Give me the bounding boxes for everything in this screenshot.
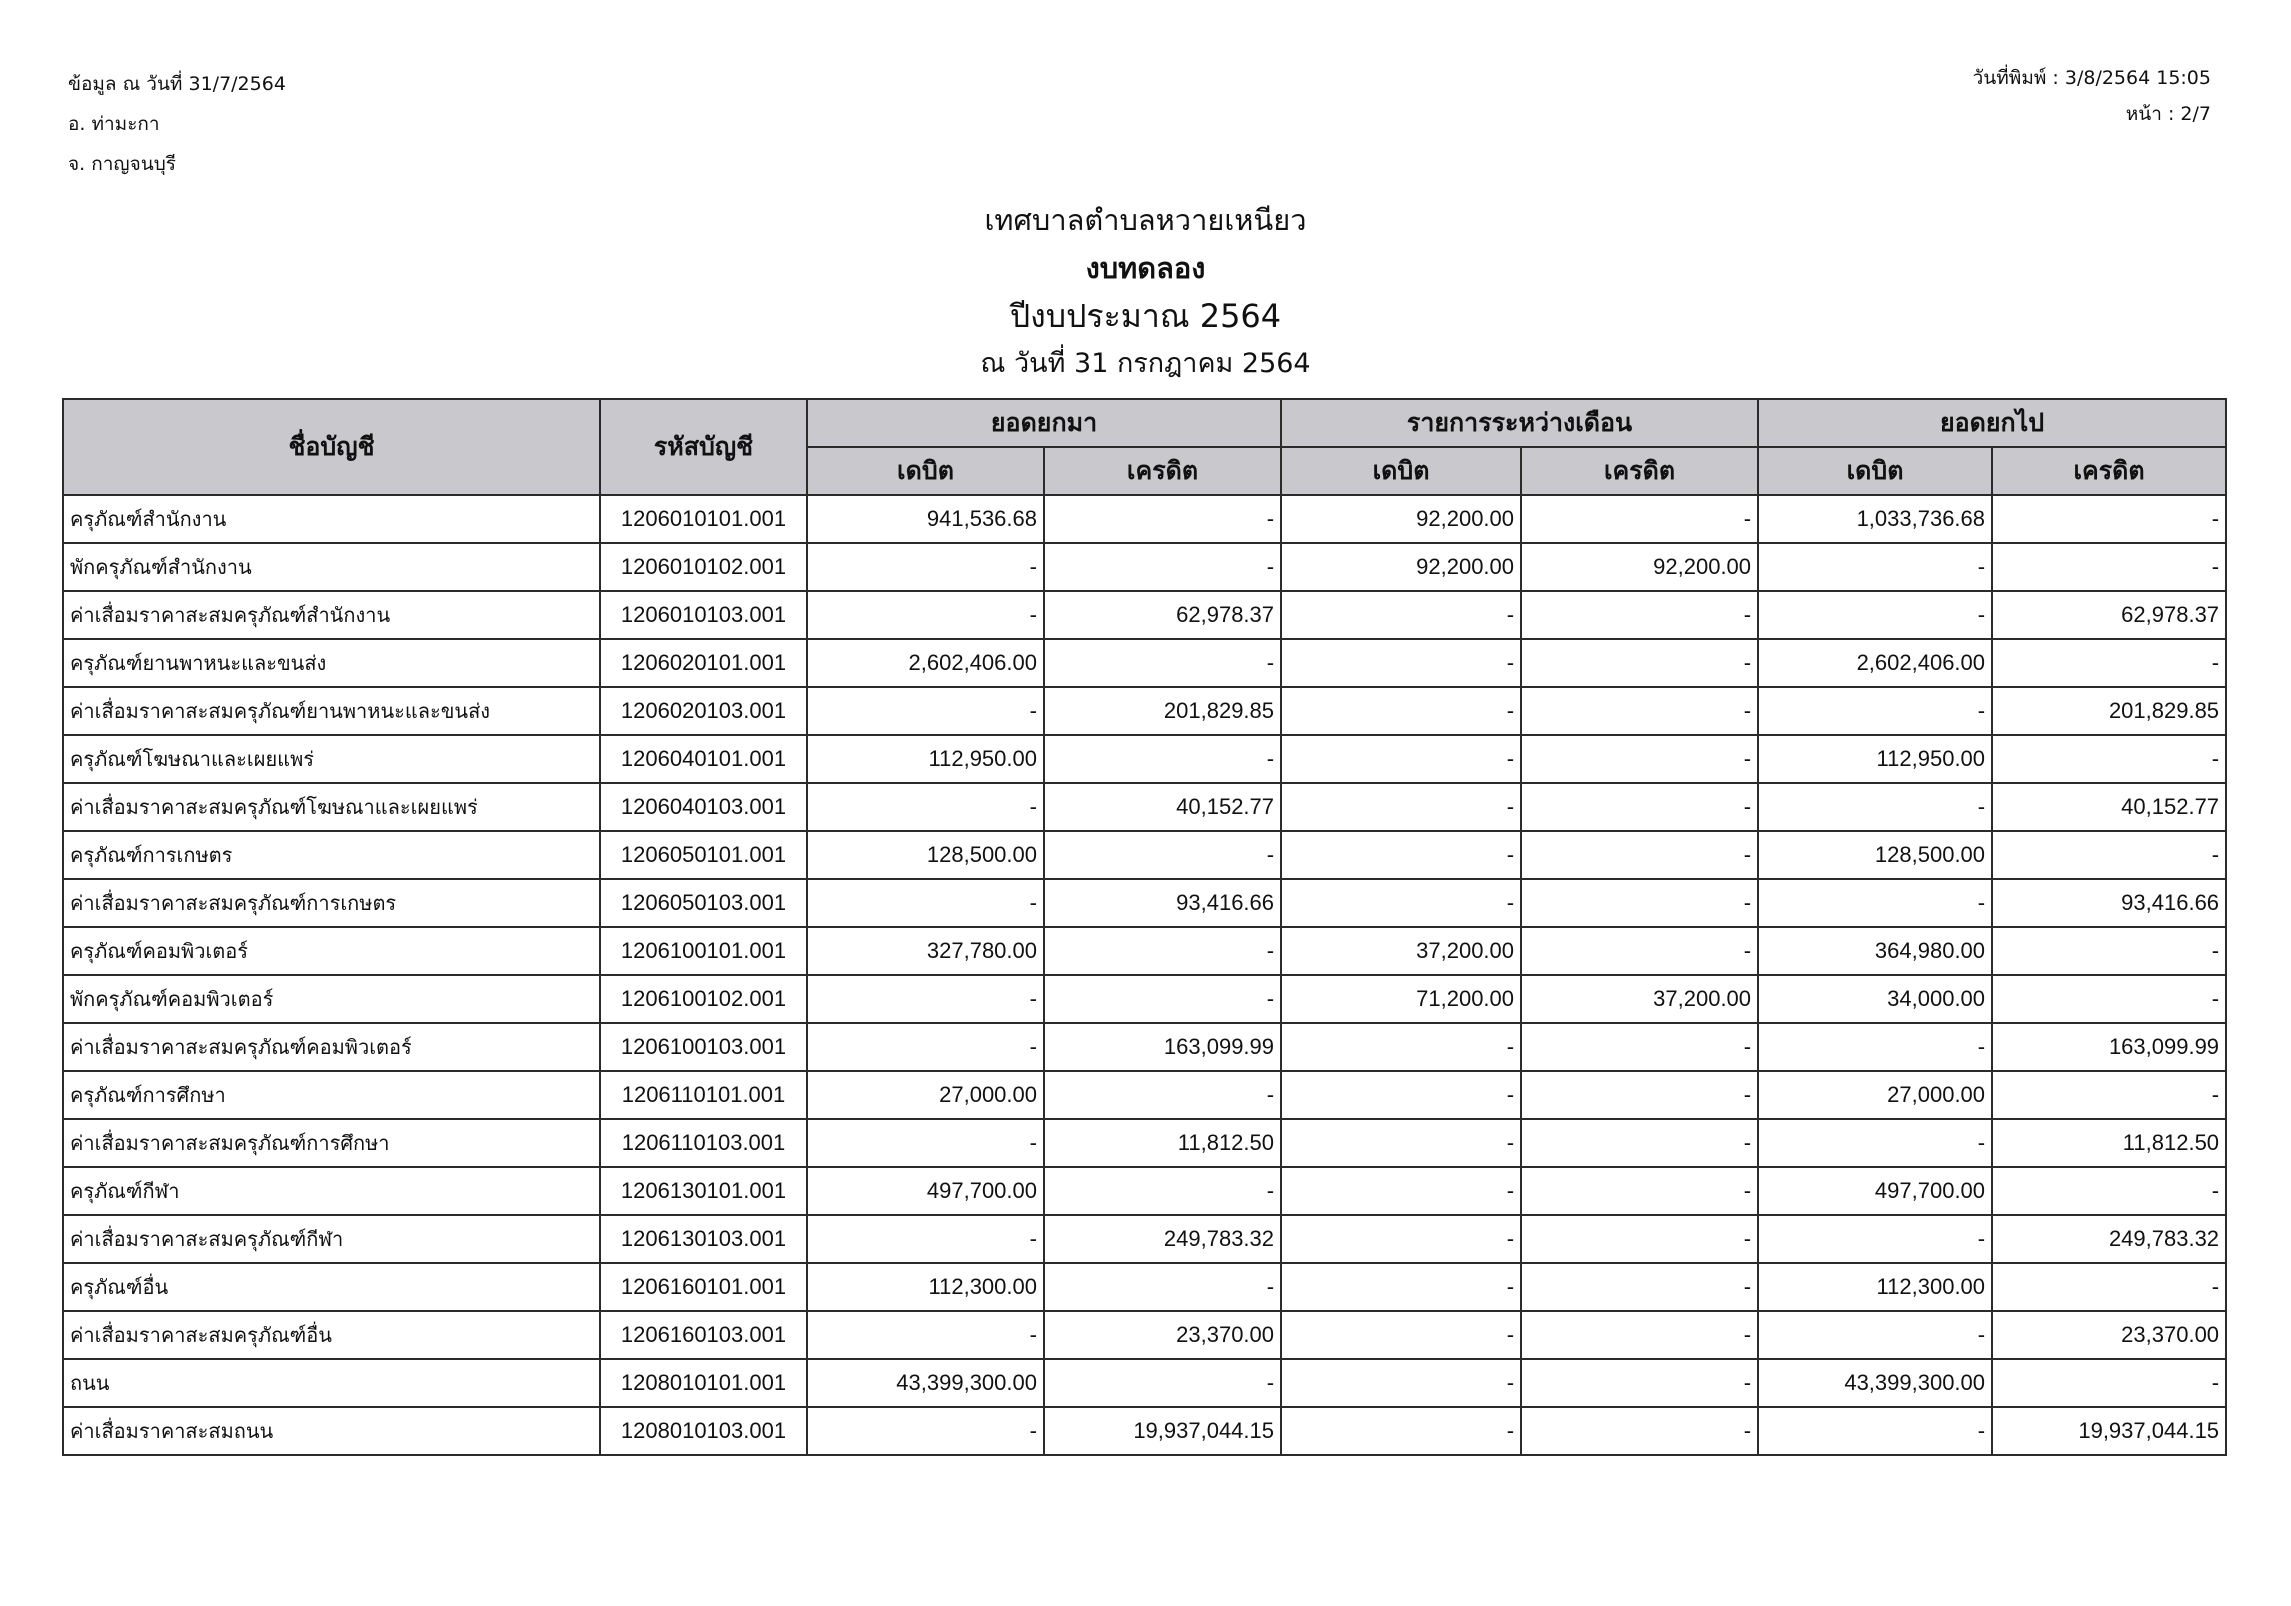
cf-debit-cell: - xyxy=(1758,1119,1992,1167)
bf-credit-cell: 62,978.37 xyxy=(1044,591,1281,639)
data-as-of-date: ข้อมูล ณ วันที่ 31/7/2564 xyxy=(68,73,286,95)
bf-credit-cell: - xyxy=(1044,495,1281,543)
month-credit-cell: - xyxy=(1521,1023,1758,1071)
account-code-cell: 1206100102.001 xyxy=(600,975,807,1023)
account-code-cell: 1206100101.001 xyxy=(600,927,807,975)
cf-debit-cell: 43,399,300.00 xyxy=(1758,1359,1992,1407)
month-credit-cell: - xyxy=(1521,831,1758,879)
header-carried-forward: ยอดยกไป xyxy=(1758,399,2226,447)
month-debit-cell: - xyxy=(1281,1263,1521,1311)
month-debit-cell: - xyxy=(1281,1359,1521,1407)
bf-credit-cell: - xyxy=(1044,1167,1281,1215)
district-label: อ. ท่ามะกา xyxy=(68,113,160,135)
fiscal-year-title: ปีงบประมาณ 2564 xyxy=(1009,297,1282,335)
cf-debit-cell: 112,950.00 xyxy=(1758,735,1992,783)
header-cf-debit: เดบิต xyxy=(1758,447,1992,495)
bf-credit-cell: 40,152.77 xyxy=(1044,783,1281,831)
cf-debit-cell: - xyxy=(1758,1311,1992,1359)
bf-debit-cell: - xyxy=(807,1023,1044,1071)
bf-debit-cell: - xyxy=(807,591,1044,639)
account-code-cell: 1208010103.001 xyxy=(600,1407,807,1455)
cf-credit-cell: - xyxy=(1992,495,2226,543)
table-row xyxy=(63,1407,2226,1455)
header-account-code: รหัสบัญชี xyxy=(600,399,807,495)
account-code-cell: 1206100103.001 xyxy=(600,1023,807,1071)
account-code-cell: 1206130103.001 xyxy=(600,1215,807,1263)
table-row xyxy=(63,927,2226,975)
bf-debit-cell: 327,780.00 xyxy=(807,927,1044,975)
bf-credit-cell: 93,416.66 xyxy=(1044,879,1281,927)
cf-debit-cell: - xyxy=(1758,591,1992,639)
month-credit-cell: - xyxy=(1521,1071,1758,1119)
header-brought-forward: ยอดยกมา xyxy=(807,399,1281,447)
table-row xyxy=(63,591,2226,639)
bf-credit-cell: - xyxy=(1044,927,1281,975)
table-row xyxy=(63,1215,2226,1263)
header-month-debit: เดบิต xyxy=(1281,447,1521,495)
cf-debit-cell: 2,602,406.00 xyxy=(1758,639,1992,687)
bf-debit-cell: 27,000.00 xyxy=(807,1071,1044,1119)
month-credit-cell: - xyxy=(1521,1215,1758,1263)
cf-credit-cell: 163,099.99 xyxy=(1992,1023,2226,1071)
cf-debit-cell: - xyxy=(1758,1023,1992,1071)
bf-debit-cell: 497,700.00 xyxy=(807,1167,1044,1215)
account-code-cell: 1206040101.001 xyxy=(600,735,807,783)
table-header xyxy=(63,399,2226,495)
month-debit-cell: - xyxy=(1281,1215,1521,1263)
month-credit-cell: - xyxy=(1521,687,1758,735)
cf-debit-cell: - xyxy=(1758,543,1992,591)
account-code-cell: 1206010101.001 xyxy=(600,495,807,543)
bf-debit-cell: - xyxy=(807,543,1044,591)
month-debit-cell: 92,200.00 xyxy=(1281,543,1521,591)
month-debit-cell: - xyxy=(1281,1071,1521,1119)
month-credit-cell: - xyxy=(1521,879,1758,927)
table-row xyxy=(63,1167,2226,1215)
bf-debit-cell: - xyxy=(807,1215,1044,1263)
table-row xyxy=(63,1263,2226,1311)
cf-debit-cell: 497,700.00 xyxy=(1758,1167,1992,1215)
account-name-cell: ค่าเสื่อมราคาสะสมครุภัณฑ์ยานพาหนะและขนส่ง xyxy=(63,687,600,735)
month-credit-cell: - xyxy=(1521,591,1758,639)
table-row xyxy=(63,783,2226,831)
organization-title: เทศบาลตำบลหวายเหนียว xyxy=(984,203,1307,237)
account-code-cell: 1206110103.001 xyxy=(600,1119,807,1167)
report-meta-right xyxy=(1973,60,2211,132)
month-debit-cell: - xyxy=(1281,639,1521,687)
table-row xyxy=(63,1311,2226,1359)
account-code-cell: 1206130101.001 xyxy=(600,1167,807,1215)
header-month-credit: เครดิต xyxy=(1521,447,1758,495)
table-row xyxy=(63,735,2226,783)
cf-credit-cell: - xyxy=(1992,927,2226,975)
report-titles xyxy=(0,196,2291,388)
header-account-name: ชื่อบัญชี xyxy=(63,399,600,495)
cf-credit-cell: - xyxy=(1992,1167,2226,1215)
month-debit-cell: 71,200.00 xyxy=(1281,975,1521,1023)
bf-credit-cell: 163,099.99 xyxy=(1044,1023,1281,1071)
month-debit-cell: - xyxy=(1281,1407,1521,1455)
trial-balance-table xyxy=(62,398,2227,1456)
month-debit-cell: - xyxy=(1281,735,1521,783)
month-credit-cell: - xyxy=(1521,1359,1758,1407)
bf-debit-cell: 941,536.68 xyxy=(807,495,1044,543)
cf-debit-cell: - xyxy=(1758,1215,1992,1263)
cf-debit-cell: 364,980.00 xyxy=(1758,927,1992,975)
cf-debit-cell: - xyxy=(1758,783,1992,831)
bf-credit-cell: - xyxy=(1044,975,1281,1023)
account-name-cell: ค่าเสื่อมราคาสะสมถนน xyxy=(63,1407,600,1455)
account-code-cell: 1206050103.001 xyxy=(600,879,807,927)
month-credit-cell: - xyxy=(1521,495,1758,543)
header-during-month: รายการระหว่างเดือน xyxy=(1281,399,1758,447)
account-name-cell: ค่าเสื่อมราคาสะสมครุภัณฑ์คอมพิวเตอร์ xyxy=(63,1023,600,1071)
account-name-cell: ครุภัณฑ์ยานพาหนะและขนส่ง xyxy=(63,639,600,687)
cf-credit-cell: - xyxy=(1992,831,2226,879)
account-code-cell: 1206020103.001 xyxy=(600,687,807,735)
account-name-cell: ค่าเสื่อมราคาสะสมครุภัณฑ์กีฬา xyxy=(63,1215,600,1263)
bf-debit-cell: - xyxy=(807,975,1044,1023)
table-row xyxy=(63,1119,2226,1167)
month-credit-cell: - xyxy=(1521,1167,1758,1215)
bf-credit-cell: 19,937,044.15 xyxy=(1044,1407,1281,1455)
account-name-cell: ครุภัณฑ์อื่น xyxy=(63,1263,600,1311)
cf-credit-cell: 23,370.00 xyxy=(1992,1311,2226,1359)
header-bf-debit: เดบิต xyxy=(807,447,1044,495)
table-row xyxy=(63,687,2226,735)
table-body xyxy=(63,495,2226,1455)
bf-credit-cell: - xyxy=(1044,1071,1281,1119)
as-of-date-title: ณ วันที่ 31 กรกฎาคม 2564 xyxy=(980,348,1311,379)
bf-debit-cell: - xyxy=(807,1407,1044,1455)
cf-debit-cell: 1,033,736.68 xyxy=(1758,495,1992,543)
account-name-cell: ครุภัณฑ์สำนักงาน xyxy=(63,495,600,543)
month-debit-cell: 92,200.00 xyxy=(1281,495,1521,543)
bf-credit-cell: - xyxy=(1044,831,1281,879)
month-credit-cell: - xyxy=(1521,927,1758,975)
account-name-cell: ค่าเสื่อมราคาสะสมครุภัณฑ์อื่น xyxy=(63,1311,600,1359)
cf-credit-cell: - xyxy=(1992,543,2226,591)
account-code-cell: 1206110101.001 xyxy=(600,1071,807,1119)
account-code-cell: 1206010102.001 xyxy=(600,543,807,591)
cf-credit-cell: 93,416.66 xyxy=(1992,879,2226,927)
cf-credit-cell: - xyxy=(1992,1263,2226,1311)
bf-debit-cell: - xyxy=(807,687,1044,735)
bf-credit-cell: - xyxy=(1044,543,1281,591)
bf-credit-cell: - xyxy=(1044,1359,1281,1407)
account-name-cell: ค่าเสื่อมราคาสะสมครุภัณฑ์โฆษณาและเผยแพร่ xyxy=(63,783,600,831)
account-name-cell: พักครุภัณฑ์คอมพิวเตอร์ xyxy=(63,975,600,1023)
account-name-cell: ค่าเสื่อมราคาสะสมครุภัณฑ์การศึกษา xyxy=(63,1119,600,1167)
month-debit-cell: - xyxy=(1281,1167,1521,1215)
month-debit-cell: 37,200.00 xyxy=(1281,927,1521,975)
month-debit-cell: - xyxy=(1281,783,1521,831)
month-debit-cell: - xyxy=(1281,1119,1521,1167)
page-number: หน้า : 2/7 xyxy=(2125,103,2211,125)
table-row xyxy=(63,639,2226,687)
cf-debit-cell: 128,500.00 xyxy=(1758,831,1992,879)
bf-debit-cell: - xyxy=(807,783,1044,831)
account-name-cell: ค่าเสื่อมราคาสะสมครุภัณฑ์การเกษตร xyxy=(63,879,600,927)
month-debit-cell: - xyxy=(1281,591,1521,639)
bf-debit-cell: 2,602,406.00 xyxy=(807,639,1044,687)
bf-credit-cell: 249,783.32 xyxy=(1044,1215,1281,1263)
table-row xyxy=(63,1023,2226,1071)
month-debit-cell: - xyxy=(1281,687,1521,735)
bf-debit-cell: 128,500.00 xyxy=(807,831,1044,879)
cf-debit-cell: 112,300.00 xyxy=(1758,1263,1992,1311)
month-credit-cell: - xyxy=(1521,1263,1758,1311)
month-debit-cell: - xyxy=(1281,1023,1521,1071)
month-debit-cell: - xyxy=(1281,1311,1521,1359)
account-name-cell: ค่าเสื่อมราคาสะสมครุภัณฑ์สำนักงาน xyxy=(63,591,600,639)
bf-debit-cell: - xyxy=(807,879,1044,927)
table-row xyxy=(63,1071,2226,1119)
account-name-cell: ครุภัณฑ์กีฬา xyxy=(63,1167,600,1215)
month-credit-cell: - xyxy=(1521,1311,1758,1359)
cf-debit-cell: - xyxy=(1758,879,1992,927)
account-name-cell: พักครุภัณฑ์สำนักงาน xyxy=(63,543,600,591)
account-code-cell: 1206010103.001 xyxy=(600,591,807,639)
cf-debit-cell: - xyxy=(1758,1407,1992,1455)
bf-credit-cell: - xyxy=(1044,1263,1281,1311)
bf-credit-cell: 23,370.00 xyxy=(1044,1311,1281,1359)
table-row xyxy=(63,543,2226,591)
cf-credit-cell: 62,978.37 xyxy=(1992,591,2226,639)
month-credit-cell: - xyxy=(1521,1407,1758,1455)
account-code-cell: 1206160101.001 xyxy=(600,1263,807,1311)
month-credit-cell: - xyxy=(1521,1119,1758,1167)
cf-credit-cell: 19,937,044.15 xyxy=(1992,1407,2226,1455)
account-name-cell: ถนน xyxy=(63,1359,600,1407)
cf-credit-cell: 249,783.32 xyxy=(1992,1215,2226,1263)
account-name-cell: ครุภัณฑ์โฆษณาและเผยแพร่ xyxy=(63,735,600,783)
bf-credit-cell: - xyxy=(1044,735,1281,783)
bf-credit-cell: 11,812.50 xyxy=(1044,1119,1281,1167)
cf-debit-cell: - xyxy=(1758,687,1992,735)
report-meta-left xyxy=(68,64,286,184)
month-credit-cell: - xyxy=(1521,783,1758,831)
month-credit-cell: 92,200.00 xyxy=(1521,543,1758,591)
table-row xyxy=(63,975,2226,1023)
bf-debit-cell: 112,300.00 xyxy=(807,1263,1044,1311)
cf-credit-cell: - xyxy=(1992,975,2226,1023)
table-row xyxy=(63,831,2226,879)
table-row xyxy=(63,495,2226,543)
header-bf-credit: เครดิต xyxy=(1044,447,1281,495)
month-credit-cell: 37,200.00 xyxy=(1521,975,1758,1023)
bf-credit-cell: 201,829.85 xyxy=(1044,687,1281,735)
document-title: งบทดลอง xyxy=(1085,251,1206,285)
bf-debit-cell: - xyxy=(807,1119,1044,1167)
month-debit-cell: - xyxy=(1281,879,1521,927)
table-row xyxy=(63,879,2226,927)
cf-credit-cell: - xyxy=(1992,1359,2226,1407)
account-code-cell: 1208010101.001 xyxy=(600,1359,807,1407)
cf-debit-cell: 27,000.00 xyxy=(1758,1071,1992,1119)
account-name-cell: ครุภัณฑ์การเกษตร xyxy=(63,831,600,879)
print-date: วันที่พิมพ์ : 3/8/2564 15:05 xyxy=(1972,67,2211,89)
cf-credit-cell: 201,829.85 xyxy=(1992,687,2226,735)
cf-credit-cell: - xyxy=(1992,639,2226,687)
header-cf-credit: เครดิต xyxy=(1992,447,2226,495)
cf-credit-cell: - xyxy=(1992,1071,2226,1119)
account-name-cell: ครุภัณฑ์การศึกษา xyxy=(63,1071,600,1119)
bf-debit-cell: 112,950.00 xyxy=(807,735,1044,783)
account-name-cell: ครุภัณฑ์คอมพิวเตอร์ xyxy=(63,927,600,975)
month-credit-cell: - xyxy=(1521,639,1758,687)
bf-credit-cell: - xyxy=(1044,639,1281,687)
month-credit-cell: - xyxy=(1521,735,1758,783)
account-code-cell: 1206020101.001 xyxy=(600,639,807,687)
cf-credit-cell: 40,152.77 xyxy=(1992,783,2226,831)
bf-debit-cell: 43,399,300.00 xyxy=(807,1359,1044,1407)
account-code-cell: 1206040103.001 xyxy=(600,783,807,831)
province-label: จ. กาญจนบุรี xyxy=(68,153,176,175)
cf-credit-cell: 11,812.50 xyxy=(1992,1119,2226,1167)
cf-credit-cell: - xyxy=(1992,735,2226,783)
bf-debit-cell: - xyxy=(807,1311,1044,1359)
table-row xyxy=(63,1359,2226,1407)
account-code-cell: 1206050101.001 xyxy=(600,831,807,879)
account-code-cell: 1206160103.001 xyxy=(600,1311,807,1359)
cf-debit-cell: 34,000.00 xyxy=(1758,975,1992,1023)
month-debit-cell: - xyxy=(1281,831,1521,879)
